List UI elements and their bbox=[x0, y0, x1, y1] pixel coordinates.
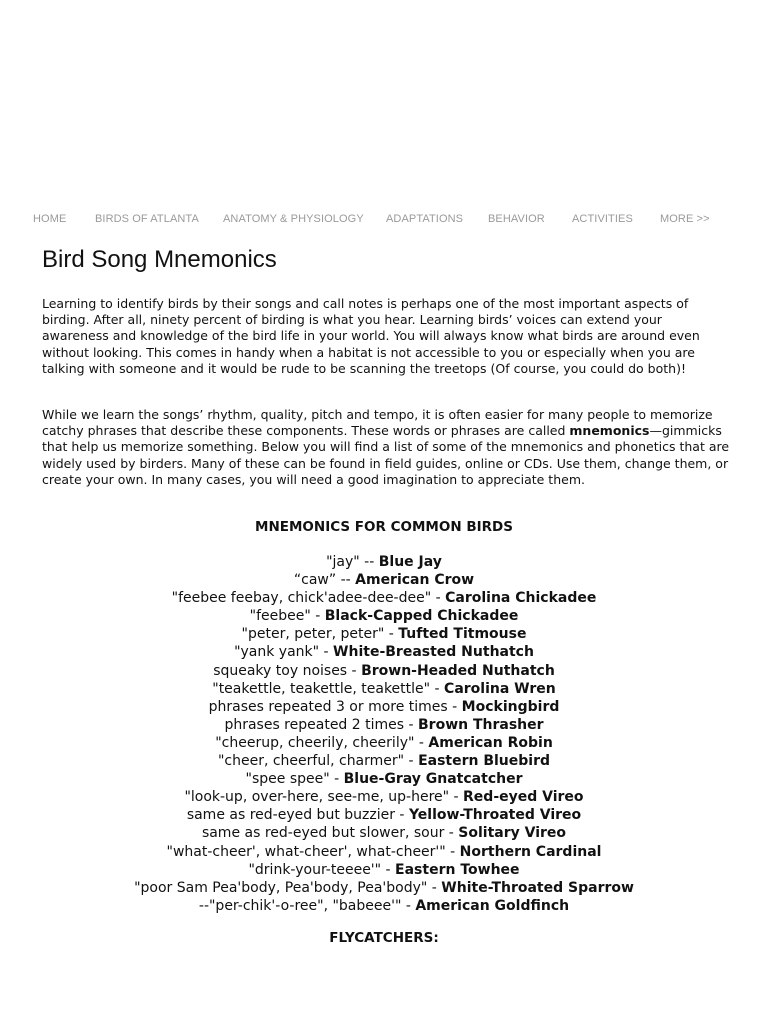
bird-name: Carolina Chickadee bbox=[445, 590, 597, 607]
bird-name: Mockingbird bbox=[461, 698, 560, 715]
nav-more[interactable]: MORE >> bbox=[660, 213, 710, 225]
mnemonic-phrase: "poor Sam Pea'body, Pea'body, Pea'body" - bbox=[134, 879, 442, 896]
mnemonics-intro-paragraph bbox=[42, 407, 732, 488]
top-navigation bbox=[0, 213, 768, 231]
bird-name: Solitary Vireo bbox=[458, 825, 567, 842]
mnemonic-row bbox=[0, 643, 768, 661]
bird-name: Blue-Gray Gnatcatcher bbox=[343, 771, 523, 788]
bird-name: Brown Thrasher bbox=[418, 716, 544, 733]
bird-name: Brown-Headed Nuthatch bbox=[361, 662, 555, 679]
nav-adaptations[interactable]: ADAPTATIONS bbox=[386, 213, 464, 225]
mnemonic-phrase: "drink-your-teeee'" - bbox=[248, 861, 396, 878]
bird-name: White-Breasted Nuthatch bbox=[333, 644, 534, 661]
bird-name: American Goldfinch bbox=[415, 897, 570, 914]
mnemonic-phrase: "feebee" - bbox=[249, 608, 325, 625]
mnemonic-row bbox=[0, 680, 768, 698]
mnemonic-row bbox=[0, 716, 768, 734]
mnemonic-row bbox=[0, 662, 768, 680]
bird-name: Blue Jay bbox=[378, 554, 442, 570]
mnemonic-row bbox=[0, 752, 768, 770]
nav-home[interactable]: HOME bbox=[33, 213, 67, 225]
mnemonic-row bbox=[0, 698, 768, 716]
paragraph-text: —gimmicks that help us memorize something. Below you will find a list of some of the mnemonics and phonetics that are widely used by birders. Many of these can be found in field guides, online or CDs. Use them, change them, or create your own. In many cases, you will need a good imagination to appreciate them. bbox=[42, 423, 730, 487]
mnemonic-row bbox=[0, 861, 768, 879]
mnemonic-row bbox=[0, 571, 768, 589]
mnemonic-phrase: "yank yank" - bbox=[234, 644, 334, 661]
mnemonic-row bbox=[0, 843, 768, 861]
mnemonic-row bbox=[0, 879, 768, 897]
mnemonic-phrase: same as red-eyed but slower, sour - bbox=[201, 825, 459, 842]
mnemonic-row bbox=[0, 607, 768, 625]
nav-behavior[interactable]: BEHAVIOR bbox=[488, 213, 545, 225]
page-title: Bird Song Mnemonics bbox=[42, 246, 277, 273]
intro-paragraph: Learning to identify birds by their songs and call notes is perhaps one of the most important aspects of birding. After all, ninety percent of birding is what you hear. Learning birds’ voices can extend your awareness and knowledge of the bird life in your world. You will always know what birds are around even without looking. This comes in handy when a habitat is not accessible to you or especially when you are talking with someone and it would be rude to be scanning the treetops (Of course, you could do both)! bbox=[42, 296, 700, 376]
nav-anatomy-physiology[interactable]: ANATOMY & PHYSIOLOGY bbox=[223, 213, 364, 225]
mnemonic-row bbox=[0, 897, 768, 915]
mnemonics-heading: MNEMONICS FOR COMMON BIRDS bbox=[255, 519, 513, 535]
mnemonic-row bbox=[0, 734, 768, 752]
mnemonic-phrase: "cheer, cheerful, charmer" - bbox=[217, 753, 419, 770]
bird-name: American Robin bbox=[428, 734, 553, 751]
mnemonic-phrase: phrases repeated 3 or more times - bbox=[208, 698, 462, 715]
bird-name: White-Throated Sparrow bbox=[441, 879, 634, 896]
flycatchers-heading: FLYCATCHERS: bbox=[329, 930, 439, 946]
mnemonic-phrase: “caw” -- bbox=[293, 572, 356, 589]
mnemonic-row bbox=[0, 788, 768, 806]
mnemonic-phrase: "cheerup, cheerily, cheerily" - bbox=[215, 734, 429, 751]
bird-name: American Crow bbox=[355, 572, 475, 589]
bird-name: Carolina Wren bbox=[444, 680, 556, 697]
bird-name: Eastern Towhee bbox=[395, 861, 520, 878]
mnemonic-row bbox=[0, 770, 768, 788]
mnemonic-row bbox=[0, 806, 768, 824]
bird-name: Northern Cardinal bbox=[459, 843, 602, 860]
mnemonic-phrase: "spee spee" - bbox=[245, 771, 344, 788]
nav-activities[interactable]: ACTIVITIES bbox=[572, 213, 633, 225]
mnemonic-phrase: --"per-chik'-o-ree", "babeee'" - bbox=[198, 897, 416, 914]
mnemonic-row bbox=[0, 589, 768, 607]
mnemonics-term: mnemonics bbox=[569, 423, 650, 439]
bird-name: Yellow-Throated Vireo bbox=[408, 807, 582, 824]
mnemonic-phrase: "feebee feebay, chick'adee-dee-dee" - bbox=[171, 590, 446, 607]
nav-birds-of-atlanta[interactable]: BIRDS OF ATLANTA bbox=[95, 213, 199, 225]
mnemonic-row bbox=[0, 625, 768, 643]
mnemonic-phrase: "peter, peter, peter" - bbox=[241, 626, 399, 643]
mnemonic-row bbox=[0, 824, 768, 842]
mnemonic-phrase: same as red-eyed but buzzier - bbox=[186, 807, 409, 824]
mnemonic-phrase: "what-cheer', what-cheer', what-cheer'" - bbox=[166, 843, 460, 860]
bird-name: Black-Capped Chickadee bbox=[324, 608, 519, 625]
bird-name: Eastern Bluebird bbox=[418, 753, 551, 770]
mnemonic-phrase: "teakettle, teakettle, teakettle" - bbox=[212, 680, 445, 697]
mnemonic-phrase: "look-up, over-here, see-me, up-here" - bbox=[184, 789, 464, 806]
mnemonic-phrase: phrases repeated 2 times - bbox=[224, 716, 418, 733]
mnemonic-row bbox=[0, 553, 768, 571]
bird-name: Tufted Titmouse bbox=[398, 626, 527, 643]
paragraph-text: While we learn the songs’ rhythm, quality, pitch and tempo, it is often easier for many people to memorize catchy phrases that describe these components. These words or phrases are called bbox=[42, 407, 713, 439]
bird-name: Red-eyed Vireo bbox=[463, 789, 584, 806]
mnemonics-list bbox=[0, 553, 768, 915]
mnemonic-phrase: "jay" -- bbox=[326, 554, 379, 570]
mnemonic-phrase: squeaky toy noises - bbox=[213, 662, 362, 679]
